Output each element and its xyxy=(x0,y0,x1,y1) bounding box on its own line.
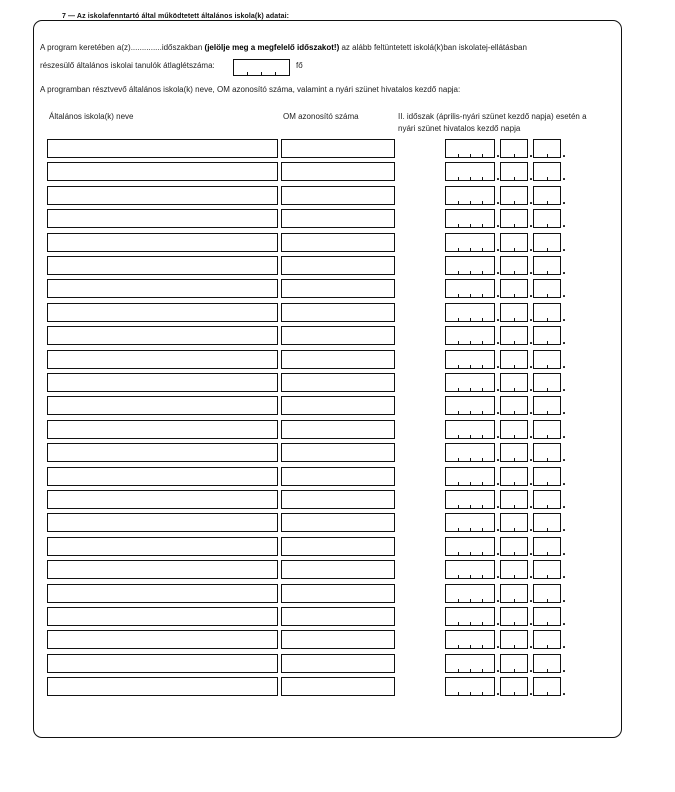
date-separator-dot xyxy=(497,670,499,672)
col-header-summer-start-2: nyári szünet hivatalos kezdő napja xyxy=(398,124,521,133)
date-separator-dot xyxy=(530,342,532,344)
date-month-field[interactable] xyxy=(500,186,528,205)
date-year-field[interactable] xyxy=(445,139,495,158)
date-month-field[interactable] xyxy=(500,373,528,392)
date-separator-dot xyxy=(497,553,499,555)
date-day-field[interactable] xyxy=(533,420,561,439)
date-separator-dot xyxy=(497,389,499,391)
om-id-field[interactable] xyxy=(281,630,395,649)
date-separator-dot xyxy=(530,178,532,180)
date-year-field[interactable] xyxy=(445,373,495,392)
om-id-field[interactable] xyxy=(281,233,395,252)
date-month-field[interactable] xyxy=(500,584,528,603)
school-name-field[interactable] xyxy=(47,396,278,415)
date-separator-dot xyxy=(497,483,499,485)
date-day-field[interactable] xyxy=(533,139,561,158)
om-id-field[interactable] xyxy=(281,560,395,579)
date-separator-dot xyxy=(497,576,499,578)
om-id-field[interactable] xyxy=(281,654,395,673)
om-id-field[interactable] xyxy=(281,677,395,696)
date-year-field[interactable] xyxy=(445,654,495,673)
om-id-field[interactable] xyxy=(281,326,395,345)
date-separator-dot xyxy=(563,178,565,180)
date-separator-dot xyxy=(530,670,532,672)
date-separator-dot xyxy=(563,576,565,578)
date-separator-dot xyxy=(497,202,499,204)
date-separator-dot xyxy=(530,623,532,625)
date-month-field[interactable] xyxy=(500,256,528,275)
date-separator-dot xyxy=(530,412,532,414)
date-day-field[interactable] xyxy=(533,326,561,345)
date-month-field[interactable] xyxy=(500,396,528,415)
date-separator-dot xyxy=(530,506,532,508)
date-day-field[interactable] xyxy=(533,654,561,673)
school-name-field[interactable] xyxy=(47,326,278,345)
intro-part-2: az alább feltüntetett iskolá(k)ban iskolatej-ellátásban xyxy=(341,43,527,52)
date-year-field[interactable] xyxy=(445,303,495,322)
om-id-field[interactable] xyxy=(281,396,395,415)
date-year-field[interactable] xyxy=(445,209,495,228)
date-separator-dot xyxy=(563,670,565,672)
date-day-field[interactable] xyxy=(533,186,561,205)
date-day-field[interactable] xyxy=(533,537,561,556)
date-month-field[interactable] xyxy=(500,677,528,696)
date-year-field[interactable] xyxy=(445,256,495,275)
date-day-field[interactable] xyxy=(533,350,561,369)
date-separator-dot xyxy=(497,506,499,508)
date-month-field[interactable] xyxy=(500,443,528,462)
intro-line-1 xyxy=(40,43,527,53)
date-year-field[interactable] xyxy=(445,396,495,415)
date-separator-dot xyxy=(530,693,532,695)
date-day-field[interactable] xyxy=(533,584,561,603)
om-id-field[interactable] xyxy=(281,186,395,205)
date-separator-dot xyxy=(563,459,565,461)
date-separator-dot xyxy=(530,295,532,297)
om-id-field[interactable] xyxy=(281,490,395,509)
date-month-field[interactable] xyxy=(500,560,528,579)
date-separator-dot xyxy=(563,155,565,157)
section-title: 7 — Az iskolafenntartó által működtetett általános iskola(k) adatai: xyxy=(58,13,293,20)
intro-line-2: részesülő általános iskolai tanulók átlaglétszáma: xyxy=(40,61,215,70)
date-month-field[interactable] xyxy=(500,279,528,298)
date-separator-dot xyxy=(497,366,499,368)
date-separator-dot xyxy=(563,412,565,414)
date-separator-dot xyxy=(563,225,565,227)
col-header-school-name: Általános iskola(k) neve xyxy=(49,112,134,121)
date-separator-dot xyxy=(497,342,499,344)
unit-label: fő xyxy=(296,61,303,70)
date-separator-dot xyxy=(497,272,499,274)
date-separator-dot xyxy=(563,249,565,251)
date-year-field[interactable] xyxy=(445,162,495,181)
date-separator-dot xyxy=(563,366,565,368)
date-separator-dot xyxy=(530,483,532,485)
date-month-field[interactable] xyxy=(500,233,528,252)
date-separator-dot xyxy=(563,623,565,625)
date-separator-dot xyxy=(497,412,499,414)
date-separator-dot xyxy=(563,389,565,391)
date-separator-dot xyxy=(497,646,499,648)
intro-emphasis: (jelölje meg a megfelelő időszakot!) xyxy=(204,43,340,52)
date-separator-dot xyxy=(530,319,532,321)
date-month-field[interactable] xyxy=(500,139,528,158)
om-id-field[interactable] xyxy=(281,139,395,158)
date-year-field[interactable] xyxy=(445,233,495,252)
date-day-field[interactable] xyxy=(533,443,561,462)
date-year-field[interactable] xyxy=(445,607,495,626)
date-day-field[interactable] xyxy=(533,373,561,392)
date-day-field[interactable] xyxy=(533,256,561,275)
date-month-field[interactable] xyxy=(500,303,528,322)
date-separator-dot xyxy=(530,366,532,368)
date-day-field[interactable] xyxy=(533,630,561,649)
date-separator-dot xyxy=(563,506,565,508)
date-separator-dot xyxy=(497,529,499,531)
school-name-field[interactable] xyxy=(47,443,278,462)
date-separator-dot xyxy=(563,483,565,485)
date-separator-dot xyxy=(563,319,565,321)
date-separator-dot xyxy=(530,249,532,251)
school-name-field[interactable] xyxy=(47,350,278,369)
date-separator-dot xyxy=(497,623,499,625)
date-separator-dot xyxy=(530,529,532,531)
date-day-field[interactable] xyxy=(533,396,561,415)
date-separator-dot xyxy=(530,646,532,648)
date-year-field[interactable] xyxy=(445,186,495,205)
school-name-field[interactable] xyxy=(47,162,278,181)
school-name-field[interactable] xyxy=(47,256,278,275)
date-separator-dot xyxy=(530,155,532,157)
date-year-field[interactable] xyxy=(445,537,495,556)
school-name-field[interactable] xyxy=(47,630,278,649)
date-separator-dot xyxy=(563,553,565,555)
date-separator-dot xyxy=(563,600,565,602)
date-month-field[interactable] xyxy=(500,490,528,509)
date-separator-dot xyxy=(497,459,499,461)
date-day-field[interactable] xyxy=(533,490,561,509)
average-headcount-field[interactable] xyxy=(233,59,290,76)
school-name-field[interactable] xyxy=(47,139,278,158)
date-separator-dot xyxy=(563,529,565,531)
date-separator-dot xyxy=(530,389,532,391)
date-day-field[interactable] xyxy=(533,677,561,696)
om-id-field[interactable] xyxy=(281,513,395,532)
date-separator-dot xyxy=(497,155,499,157)
date-day-field[interactable] xyxy=(533,303,561,322)
date-day-field[interactable] xyxy=(533,467,561,486)
school-name-field[interactable] xyxy=(47,513,278,532)
date-separator-dot xyxy=(497,295,499,297)
date-day-field[interactable] xyxy=(533,209,561,228)
om-id-field[interactable] xyxy=(281,467,395,486)
school-name-field[interactable] xyxy=(47,677,278,696)
om-id-field[interactable] xyxy=(281,443,395,462)
date-separator-dot xyxy=(497,600,499,602)
date-separator-dot xyxy=(497,225,499,227)
date-day-field[interactable] xyxy=(533,162,561,181)
date-month-field[interactable] xyxy=(500,350,528,369)
date-separator-dot xyxy=(563,202,565,204)
date-separator-dot xyxy=(530,202,532,204)
date-year-field[interactable] xyxy=(445,513,495,532)
date-separator-dot xyxy=(563,693,565,695)
date-year-field[interactable] xyxy=(445,420,495,439)
date-day-field[interactable] xyxy=(533,233,561,252)
date-month-field[interactable] xyxy=(500,537,528,556)
date-year-field[interactable] xyxy=(445,630,495,649)
date-year-field[interactable] xyxy=(445,677,495,696)
date-separator-dot xyxy=(497,319,499,321)
date-separator-dot xyxy=(530,459,532,461)
date-separator-dot xyxy=(497,693,499,695)
date-month-field[interactable] xyxy=(500,607,528,626)
date-separator-dot xyxy=(530,225,532,227)
school-name-field[interactable] xyxy=(47,279,278,298)
date-month-field[interactable] xyxy=(500,630,528,649)
date-year-field[interactable] xyxy=(445,467,495,486)
date-year-field[interactable] xyxy=(445,443,495,462)
date-separator-dot xyxy=(563,272,565,274)
date-year-field[interactable] xyxy=(445,326,495,345)
date-month-field[interactable] xyxy=(500,467,528,486)
school-name-field[interactable] xyxy=(47,467,278,486)
school-name-field[interactable] xyxy=(47,584,278,603)
school-name-field[interactable] xyxy=(47,490,278,509)
date-separator-dot xyxy=(497,178,499,180)
om-id-field[interactable] xyxy=(281,256,395,275)
date-day-field[interactable] xyxy=(533,607,561,626)
school-name-field[interactable] xyxy=(47,373,278,392)
date-day-field[interactable] xyxy=(533,279,561,298)
date-month-field[interactable] xyxy=(500,326,528,345)
col-header-summer-start-1: II. időszak (április-nyári szünet kezdő napja) esetén a xyxy=(398,112,587,121)
date-day-field[interactable] xyxy=(533,513,561,532)
om-id-field[interactable] xyxy=(281,303,395,322)
om-id-field[interactable] xyxy=(281,537,395,556)
school-name-field[interactable] xyxy=(47,537,278,556)
date-separator-dot xyxy=(530,576,532,578)
date-separator-dot xyxy=(563,295,565,297)
intro-line-3: A programban résztvevő általános iskola(k) neve, OM azonosító száma, valamint a nyári szünet hivatalos kezdő napja: xyxy=(40,85,461,94)
date-year-field[interactable] xyxy=(445,350,495,369)
date-month-field[interactable] xyxy=(500,513,528,532)
date-separator-dot xyxy=(497,249,499,251)
om-id-field[interactable] xyxy=(281,420,395,439)
school-name-field[interactable] xyxy=(47,607,278,626)
date-year-field[interactable] xyxy=(445,279,495,298)
om-id-field[interactable] xyxy=(281,350,395,369)
date-day-field[interactable] xyxy=(533,560,561,579)
date-month-field[interactable] xyxy=(500,162,528,181)
school-name-field[interactable] xyxy=(47,420,278,439)
date-separator-dot xyxy=(497,436,499,438)
date-year-field[interactable] xyxy=(445,560,495,579)
om-id-field[interactable] xyxy=(281,162,395,181)
school-name-field[interactable] xyxy=(47,186,278,205)
date-month-field[interactable] xyxy=(500,209,528,228)
school-name-field[interactable] xyxy=(47,233,278,252)
date-month-field[interactable] xyxy=(500,420,528,439)
date-year-field[interactable] xyxy=(445,584,495,603)
date-year-field[interactable] xyxy=(445,490,495,509)
date-separator-dot xyxy=(563,646,565,648)
col-header-om-id: OM azonosító száma xyxy=(283,112,359,121)
date-month-field[interactable] xyxy=(500,654,528,673)
school-name-field[interactable] xyxy=(47,560,278,579)
date-separator-dot xyxy=(530,272,532,274)
school-name-field[interactable] xyxy=(47,209,278,228)
om-id-field[interactable] xyxy=(281,584,395,603)
date-separator-dot xyxy=(563,342,565,344)
om-id-field[interactable] xyxy=(281,279,395,298)
om-id-field[interactable] xyxy=(281,607,395,626)
intro-part-1: A program keretében a(z)..............időszakban xyxy=(40,43,203,52)
school-name-field[interactable] xyxy=(47,654,278,673)
date-separator-dot xyxy=(530,553,532,555)
date-separator-dot xyxy=(530,436,532,438)
om-id-field[interactable] xyxy=(281,373,395,392)
school-name-field[interactable] xyxy=(47,303,278,322)
date-separator-dot xyxy=(530,600,532,602)
date-separator-dot xyxy=(563,436,565,438)
om-id-field[interactable] xyxy=(281,209,395,228)
